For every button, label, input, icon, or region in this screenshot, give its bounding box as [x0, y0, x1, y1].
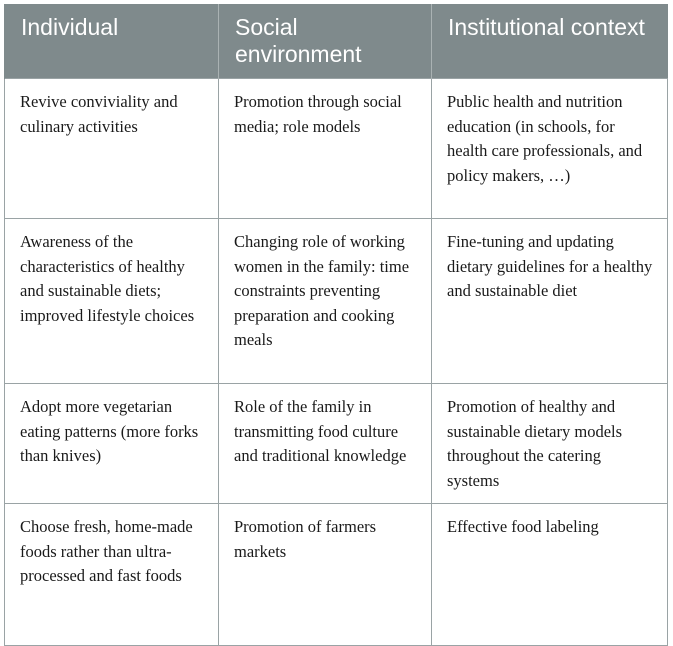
table-cell: Promotion of healthy and sustainable dietary models throughout the catering systems	[432, 384, 668, 504]
table-row	[5, 504, 668, 646]
table-cell: Role of the family in transmitting food culture and traditional knowledge	[219, 384, 432, 504]
header-individual: Individual	[5, 4, 219, 79]
table-cell: Choose fresh, home-made foods rather than ultra-processed and fast foods	[5, 504, 219, 646]
table-cell: Promotion of farmers markets	[219, 504, 432, 646]
table-header-row	[5, 4, 668, 79]
table-row	[5, 219, 668, 384]
table-cell: Revive conviviality and culinary activities	[5, 79, 219, 219]
strategies-table	[4, 4, 668, 646]
table-cell: Adopt more vegetarian eating patterns (more forks than knives)	[5, 384, 219, 504]
table-cell: Fine-tuning and updating dietary guidelines for a healthy and sustainable diet	[432, 219, 668, 384]
table-cell: Public health and nutrition education (in schools, for health care professionals, and policy makers, …)	[432, 79, 668, 219]
header-social-environment: Social environment	[219, 4, 432, 79]
header-institutional-context: Institutional context	[432, 4, 668, 79]
table-cell: Awareness of the characteristics of healthy and sustainable diets; improved lifestyle choices	[5, 219, 219, 384]
table-cell: Promotion through social media; role models	[219, 79, 432, 219]
table-cell: Changing role of working women in the family: time constraints preventing preparation and cooking meals	[219, 219, 432, 384]
table-row	[5, 384, 668, 504]
table-row	[5, 79, 668, 219]
table-cell: Effective food labeling	[432, 504, 668, 646]
